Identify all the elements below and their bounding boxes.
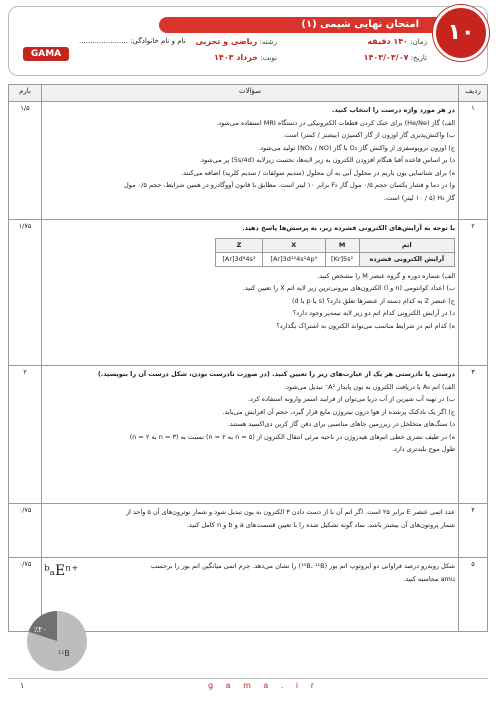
question-title: در هر مورد واژه درست را انتخاب کنید. <box>331 106 455 114</box>
question-number: ۳ <box>459 366 488 504</box>
question-line: گاز H₂ (۱۰ / ۵ لیتر) است. <box>383 193 455 202</box>
question-number: ۲ <box>459 220 488 366</box>
pie-label-isotope: ¹¹B <box>58 649 70 658</box>
atom-x-header: X <box>262 238 325 252</box>
question-row <box>9 504 488 558</box>
config-z: [Ar]3d⁸4s² <box>216 252 263 266</box>
gama-logo: GAMA <box>23 47 69 61</box>
question-line: و) در دما و فشار یکسان حجم ۰/۵ مول گاز F₂ برابر ۱۰ لیتر است. مطابق با قانون آووگادرو در همین شرایط، حجم ۰/۵ مول <box>124 181 455 189</box>
question-line: ب) در تهیه آب شیرین از آب دریا می‌توان از فرایند اسمز وارونه استفاده کرد. <box>247 395 455 403</box>
question-line: ج) عنصر Z به کدام دسته از عنصرها تعلق دارد؟ (s یا p یا d) <box>291 296 455 305</box>
question-number: ۴ <box>459 504 488 558</box>
question-line: طول موج بلندتری دارد. <box>391 445 455 453</box>
config-x: [Ar]3d¹⁰4s²4p⁵ <box>262 252 325 266</box>
term-info: نوبت: خرداد ۱۴۰۳ <box>214 53 277 62</box>
page-footer <box>8 678 488 693</box>
question-number: ۱ <box>459 102 488 220</box>
question-line: د) بر اساس قاعده آفبا هنگام افزودن الکترون به زیر لایه‌ها، نخست زیرلایه (5s/4d) پر می‌شود. <box>199 156 455 164</box>
question-score: ۰/۷۵ <box>9 558 42 632</box>
questions-table <box>8 84 488 632</box>
question-line: amu محاسبه کنید. <box>403 574 455 583</box>
question-line: ه) برای شناسایی یون باریم در محلول آبی به آن محلول (سدیم سولفات / سدیم کلرید) اضافه می‌کنند. <box>181 168 455 177</box>
date-info: تاریخ: ۱۴۰۳/۰۳/۰۷ <box>363 53 427 62</box>
website-link: g a m a . i r <box>208 681 319 690</box>
question-title: با توجه به آرایش‌های الکترونی فشرده زیر، به پرسش‌ها پاسخ دهید. <box>242 224 455 232</box>
col-number: ردیف <box>459 85 488 102</box>
question-line: ب) واکنش‌پذیری گاز اوزون از گاز اکسیژن (بیشتر / کمتر) است. <box>282 131 455 139</box>
question-score: ۱/۵ <box>9 102 42 220</box>
config-label: آرایش الکترونی فشرده <box>359 252 454 266</box>
isotope-notation: ᵇₐEⁿ⁺ <box>44 563 79 579</box>
question-line: شمار پروتون‌های آن بیشتر باشد، نماد گونه تشکیل شده را با تعیین قسمت‌های a و b و n کامل کنید. <box>186 520 455 529</box>
student-name-field: نام و نام خانوادگی: ...................... <box>79 37 186 45</box>
exam-number-badge: ۱۰ <box>433 5 489 61</box>
question-body <box>42 558 459 632</box>
col-score: بارم <box>9 85 42 102</box>
question-line: ج) اگر یک بادکنک پرشده از هوا درون نیتروژن مایع قرار گیرد، حجم آن افزایش می‌یابد. <box>222 407 455 416</box>
col-questions: سؤالات <box>42 85 459 102</box>
pie-label-percent: ٪۲۰ <box>34 625 47 634</box>
question-score: ۱/۷۵ <box>9 220 42 366</box>
question-body <box>42 102 459 220</box>
question-title: درستی یا نادرستی هر یک از عبارت‌های زیر را تعیین کنید. (در صورت نادرست بودن، شکل درست آن را بنویسید.) <box>97 370 455 378</box>
exam-header <box>8 6 488 76</box>
exam-title: امتحان نهایی شیمی (۱) <box>159 17 479 33</box>
question-line: الف) اتم A₈ با دریافت الکترون به یون پایدار A²⁻ تبدیل می‌شود. <box>284 382 455 391</box>
question-row <box>9 102 488 220</box>
atom-m-header: M <box>325 238 359 252</box>
question-line: ب) اعداد کوانتومی (n و l) الکترون‌های بیرونی‌ترین زیر لایه اتم X را تعیین کنید. <box>242 284 455 292</box>
question-body <box>42 220 459 366</box>
question-line: د) در آرایش الکترونی کدام اتم دو زیر لایه نیمه‌پر وجود دارد؟ <box>292 309 455 317</box>
question-line: عدد اتمی عنصر E برابر ۲۵ است. اگر اتم آن با از دست دادن ۳ الکترون به یون تبدیل شود و شمار نوترون‌های آن ۵ واحد از <box>125 508 455 516</box>
boron-isotope-pie <box>24 608 90 674</box>
question-line: شکل روبه‌رو درصد فراوانی دو ایزوتوپ اتم بور (¹⁰B، ¹¹B) را نشان می‌دهد. جرم اتمی میانگین اتم بور را برحسب <box>150 562 455 570</box>
question-score: ۰/۷۵ <box>9 504 42 558</box>
question-number: ۵ <box>459 558 488 632</box>
electron-config-table <box>215 238 455 267</box>
table-header-row <box>9 85 488 102</box>
atom-label-header: اتم <box>359 238 454 252</box>
question-body <box>42 504 459 558</box>
time-info: زمان: ۱۴۰ دقیقه <box>367 37 427 46</box>
question-body <box>42 366 459 504</box>
question-row <box>9 220 488 366</box>
question-line: ه) کدام اتم در شرایط مناسب می‌تواند الکترون به اشتراک بگذارد؟ <box>276 321 455 330</box>
atom-z-header: Z <box>216 238 263 252</box>
major-info: رشته: ریاضی و تجربی <box>195 37 277 46</box>
question-row <box>9 366 488 504</box>
question-line: ه) در طیف نشری خطی اتم‌های هیدروژن در ناحیه مرئی انتقال الکترون از (n = ۵ به n = ۲) نسبت به (n = ۳ به n = ۲) <box>129 432 455 441</box>
config-m: [Kr]5s² <box>325 252 359 266</box>
question-line: الف) شماره دوره و گروه عنصر M را مشخص کنید. <box>317 271 455 280</box>
question-score: ۲ <box>9 366 42 504</box>
question-line: الف) گاز (He/Ne) برای خنک کردن قطعات الکترونیکی در دستگاه MRI استفاده می‌شود. <box>216 118 455 127</box>
question-line: ج) اوزون تروپوسفری از واکنش گاز O₂ با گاز (NO₂ / NO) تولید می‌شود. <box>258 143 455 152</box>
page-number: ۱ <box>20 681 25 690</box>
question-line: د) سنگ‌های متخلخل در زیرزمین جاهای مناسبی برای دفن گاز کربن دی‌اکسید هستند. <box>227 420 455 428</box>
